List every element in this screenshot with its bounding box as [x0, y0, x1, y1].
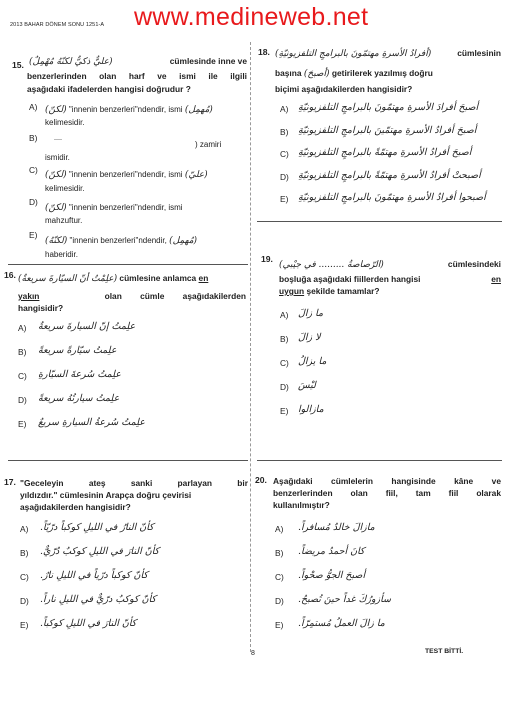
- option-arabic[interactable]: سأزورُكَ غداً حينَ تُصبحُ.: [298, 594, 391, 605]
- option-letter[interactable]: B): [29, 133, 38, 143]
- option-a[interactable]: [45, 105, 245, 115]
- option-arabic[interactable]: كأنّ النارُ في الليلِ كوكباً درّيّاً.: [40, 522, 154, 533]
- question-arabic: (أفرادُ الأسرةِ مهتمّونَ بالبرامجِ التلفزيونيّةِ): [275, 49, 432, 59]
- option-letter[interactable]: C): [280, 149, 289, 159]
- question-text: başına: [275, 68, 302, 78]
- question-arabic: (علِمْتُ أنّ السيّارةَ سريعةٌ): [18, 274, 118, 284]
- option-arabic: (عليّ): [184, 170, 208, 180]
- question-text: kullanılmıştır?: [273, 500, 330, 510]
- option-letter[interactable]: B): [280, 126, 289, 137]
- question-arabic: (الرّصاصةُ ......... في جيْبي): [279, 260, 384, 270]
- question-text: cümlesindeki: [447, 259, 501, 269]
- option-arabic[interactable]: علِمتُ سيّارةً سريعةً: [38, 345, 117, 356]
- option-text: kelimesidir.: [45, 118, 85, 127]
- option-text: "innenin benzerleri"ndendir, ismi: [68, 105, 183, 114]
- question-text: olan cümle aşağıdakilerden: [104, 291, 246, 301]
- question-number: 20.: [255, 475, 267, 485]
- option-text: ismidir.: [45, 153, 70, 162]
- option-text: haberidir.: [45, 250, 78, 259]
- option-arabic[interactable]: كأنّ كوكبٌ درّيٌّ في الليلِ ناراً.: [40, 594, 157, 605]
- option-arabic[interactable]: أصبحَ أفرادُ الأسرةِ مهتمّةً بالبرامجِ التلفزيونيّةِ: [298, 147, 472, 158]
- question-number: 19.: [261, 254, 273, 264]
- question-text: hangisidir?: [18, 303, 64, 313]
- option-arabic[interactable]: كأنّ النارَ في الليلِ كوكبٌ دُرّيٌّ.: [40, 546, 160, 557]
- option-letter[interactable]: A): [275, 524, 284, 534]
- option-letter[interactable]: A): [20, 524, 29, 534]
- option-arabic[interactable]: أصبحَ الجوُّ صحْواً.: [298, 570, 366, 581]
- question-text: şekilde tamamlar?: [306, 286, 380, 296]
- option-letter[interactable]: D): [280, 171, 289, 182]
- option-letter[interactable]: E): [280, 194, 289, 204]
- option-letter[interactable]: D): [280, 382, 289, 392]
- option-letter[interactable]: D): [18, 395, 27, 405]
- option-arabic[interactable]: علِمتُ سُرعةُ السيارةِ سريعٌ: [38, 417, 145, 428]
- question-text: en: [491, 274, 501, 284]
- option-letter[interactable]: E): [20, 620, 29, 630]
- question-text: "Geceleyin ateş sanki parlayan bir: [20, 478, 248, 488]
- option-text: "innenin benzerleri"ndendir, ismi: [68, 170, 183, 179]
- question-text: cümlesine anlamca: [119, 273, 197, 283]
- option-text: "innenin benzerleri"ndendir, ismi: [68, 203, 183, 212]
- column-divider: [250, 42, 251, 652]
- option-letter[interactable]: B): [20, 548, 29, 558]
- option-letter[interactable]: A): [29, 102, 38, 112]
- option-letter[interactable]: C): [280, 358, 289, 368]
- question-text: boşluğa aşağıdaki fiillerden hangisi: [279, 274, 421, 284]
- option-letter[interactable]: D): [275, 596, 284, 606]
- option-arabic[interactable]: كأنّ كوكباً درّياً في الليلِ نارٌ.: [40, 570, 148, 581]
- question-text: en: [198, 273, 209, 283]
- question-text: benzerlerinden olan harf ve ismi ile ilgili: [27, 71, 247, 81]
- question-number: 15.: [12, 60, 24, 70]
- option-arabic: (لكنّ): [45, 170, 67, 180]
- option-letter[interactable]: A): [280, 310, 289, 320]
- option-text: mahzuftur.: [45, 216, 83, 225]
- option-letter[interactable]: E): [29, 230, 38, 240]
- option-arabic[interactable]: كأنّ النارَ في الليلِ كوكباً.: [40, 618, 137, 629]
- question-number: 16.: [4, 270, 16, 280]
- question-text: yıldızdır." cümlesinin Arapça doğru çevirisi: [20, 490, 192, 500]
- option-arabic: (لكنّ): [45, 203, 67, 213]
- option-arabic[interactable]: كانَ أحمدُ مريضاً.: [298, 546, 365, 557]
- option-letter[interactable]: B): [18, 347, 27, 357]
- option-letter[interactable]: E): [280, 406, 289, 416]
- question-text: aşağıdaki ifadelerden hangisi doğrudur ?: [27, 84, 191, 94]
- option-text: "innenin benzerleri"ndendir,: [69, 236, 167, 245]
- question-text: cümlesinde inne ve: [169, 56, 247, 66]
- option-letter[interactable]: B): [275, 548, 284, 558]
- option-arabic: (مُهمِل): [169, 236, 198, 246]
- option-letter[interactable]: B): [280, 334, 289, 344]
- option-letter[interactable]: A): [280, 104, 289, 114]
- option-letter[interactable]: C): [18, 371, 27, 381]
- question-text: aşağıdakilerden hangisidir?: [20, 502, 131, 512]
- question-text: uygun: [279, 286, 305, 296]
- option-letter[interactable]: A): [18, 323, 27, 333]
- option-arabic[interactable]: لا زالَ: [298, 332, 321, 343]
- option-text: kelimesidir.: [45, 184, 85, 193]
- option-arabic: (لكنّهُ): [45, 236, 68, 246]
- separator: [257, 221, 502, 222]
- option-arabic: (لكنّ): [45, 105, 67, 115]
- option-d[interactable]: [45, 203, 245, 213]
- question-text: Aşağıdaki cümlelerin hangisinde kâne ve: [273, 476, 501, 486]
- question-arabic: (عليٌّ ذكيٌّ لكنّهُ مُهْمِلٌ): [29, 57, 113, 67]
- site-watermark[interactable]: www.medineweb.net: [134, 3, 369, 31]
- exam-code: 2013 BAHAR DÖNEM SONU 1251-A: [10, 22, 105, 28]
- question-text: biçimi aşağıdakilerden hangisidir?: [275, 84, 413, 94]
- option-arabic[interactable]: أصبحوا أفرادُ الأسرةِ مهتمّونَ بالبرامجِ التلفزيونيّةِ: [298, 192, 486, 203]
- question-number: 18.: [258, 47, 270, 57]
- option-e[interactable]: [45, 236, 245, 246]
- test-end-label: TEST BİTTİ.: [425, 648, 464, 655]
- option-arabic[interactable]: ما زالَ: [298, 308, 324, 319]
- question-text: yakın: [18, 291, 40, 301]
- redacted-mark: [54, 139, 62, 140]
- option-arabic[interactable]: علِمتُ سيارتُهُ سريعةً: [38, 393, 120, 404]
- option-arabic[interactable]: ما زالَ العملُ مُستمِرّاً.: [298, 618, 385, 629]
- option-b[interactable]: ) zamiri: [195, 140, 222, 149]
- separator: [8, 264, 248, 265]
- option-arabic[interactable]: ليْسَ: [298, 380, 316, 391]
- option-letter[interactable]: D): [29, 197, 38, 207]
- option-letter[interactable]: C): [20, 572, 29, 582]
- option-c[interactable]: [45, 170, 245, 180]
- question-number: 17.: [4, 477, 16, 487]
- option-arabic[interactable]: ما يزالُ: [298, 356, 327, 367]
- option-arabic: (مُهمِل): [184, 105, 213, 115]
- option-arabic[interactable]: علِمتُ إنّ السيارةَ سريعةٌ: [38, 321, 136, 332]
- option-arabic[interactable]: مازالَ خالدٌ مُسافراً.: [298, 522, 375, 533]
- option-arabic[interactable]: علِمتُ سُرعةَ السيّارةِ: [38, 369, 121, 380]
- option-arabic[interactable]: أصبحَ أفرادُ الأسرةِ مهتمّينَ بالبرامجِ التلفزيونيّةِ: [298, 124, 477, 136]
- separator: [8, 460, 248, 461]
- option-arabic[interactable]: مازالوا: [298, 404, 324, 415]
- separator: [257, 460, 502, 461]
- option-letter[interactable]: C): [275, 572, 284, 582]
- question-arabic: (أصبحَ): [303, 69, 330, 79]
- option-letter[interactable]: E): [18, 419, 27, 429]
- question-text: cümlesinin: [457, 48, 501, 58]
- option-letter[interactable]: D): [20, 596, 29, 606]
- question-text: getirilerek yazılmış doğru: [331, 68, 433, 78]
- page-number: 8: [251, 650, 255, 657]
- option-letter[interactable]: E): [275, 620, 284, 630]
- question-text: benzerlerinden olan fiil, tam fiil olarak: [273, 488, 501, 498]
- option-letter[interactable]: C): [29, 165, 38, 175]
- option-arabic[interactable]: أصبحتْ أفرادُ الأسرةِ مهتمّةً بالبرامجِ التلفزيونيّةِ: [298, 169, 481, 181]
- option-arabic[interactable]: أصبحَ أفرادَ الأسرةِ مهتمّونَ بالبرامجِ التلفزيونيّةِ: [298, 102, 479, 113]
